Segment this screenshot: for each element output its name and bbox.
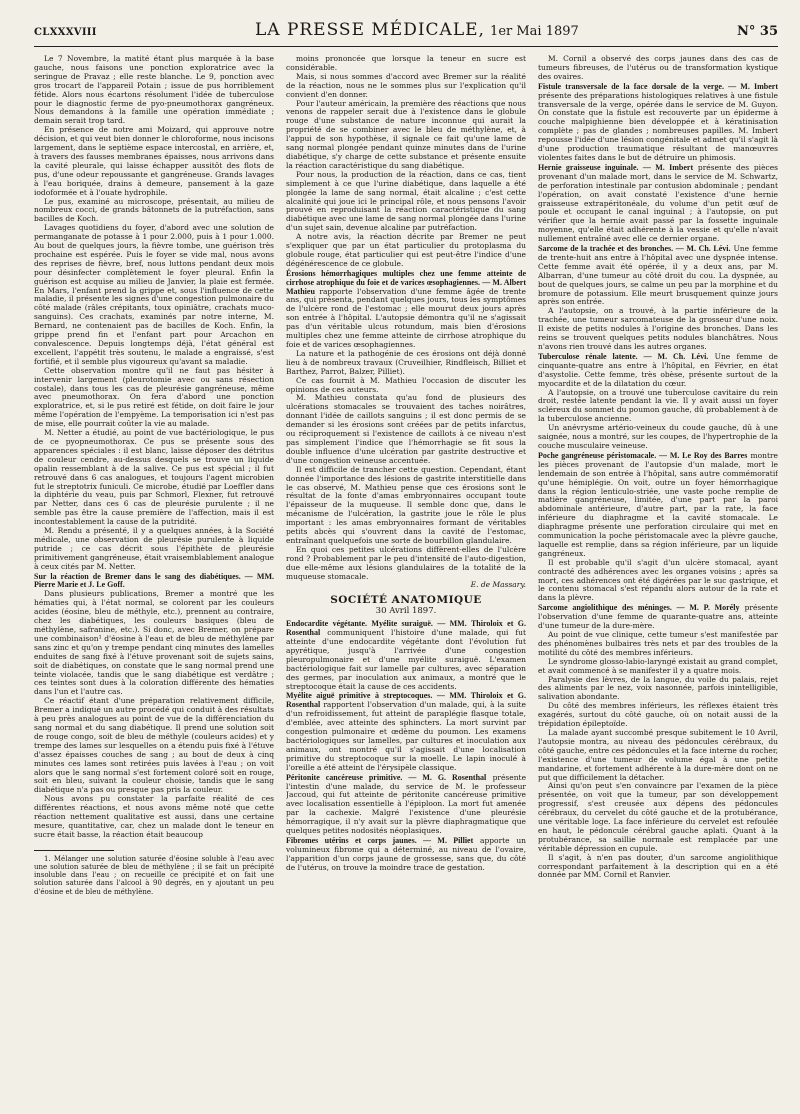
heading-text: Péritonite cancéreuse primitive. — M. G. Rosenthal <box>286 772 487 782</box>
article-columns <box>34 55 778 1114</box>
article-heading <box>286 620 526 691</box>
paragraph: Il s'agit, à n'en pas douter, d'un sarcome angiolithique correspondant parfaitement à la description qui en a été donnée par MM. Cornil et Ranvier. <box>538 852 778 880</box>
issue-date: 1er Mai 1897 <box>490 24 579 39</box>
heading-text: Tuberculose rénale latente. — M. Ch. Lévi. <box>538 351 709 361</box>
paragraph: Ce réactif étant d'une préparation relativement difficile, Bremer a indiqué un autre procédé qui conduit à des résultats à peu près analogues au point de vue de la différenciation du sang normal et du sang diabétique. Il prend une solution soit de rouge congo, soit de bleu de méthyle (couleurs acides) et y trempe des lames sur lesquelles on a étendu puis fixé à l'étuve d'assez épaisses couches de sang ; au bout de deux à cinq minutes ces lames sont retirées puis lavées à l'eau ; on voit alors que le sang normal s'est fortement coloré soit en rouge, soit en bleu, suivant la couleur choisie, tandis que le sang diabétique n'a pas ou presque pas pris la couleur. <box>34 696 274 795</box>
paragraph: Nous avons pu constater la parfaite réalité de ces différentes réactions, et nous avons même noté que cette réaction nettement qualitative est aussi, dans une certaine mesure, quantitative, car, chez un malade dont le teneur en sucre était basse, la réaction était beaucoup <box>34 794 274 839</box>
article-heading <box>286 692 526 772</box>
paragraph: Du côté des membres inférieurs, les réflexes étaient très exagérés, surtout du côté gauche, où on notait aussi de la trépidation épileptoïde. <box>538 701 778 729</box>
column-1 <box>34 55 274 1114</box>
heading-text: Sur la réaction de Bremer dans le sang des diabétiques. — MM. Pierre Marie et J. Le Goff. <box>34 571 274 590</box>
paragraph: Cette observation montre qu'il ne faut pas hésiter à intervenir largement (pleurotomie avec ou sans résection costale), dans tous les cas de pleurésie gangréneuse, même avec pneumothorax. On fera d'abord une ponction exploratrice, et, si le pus retiré est fétide, on doit faire le jour même l'opération de l'empyème. La temporisation ici n'est pas de mise, elle pourrait coûter la vie au malade. <box>34 365 274 429</box>
column-3 <box>538 55 778 1114</box>
heading-text: Hernie graisseuse inguinale. — M. Imbert <box>538 162 694 172</box>
heading-text: Fistule transversale de la face dorsale de la verge. — M. Imbert <box>538 81 778 91</box>
article-heading <box>538 245 778 307</box>
heading-body: apporte un volumineux fibrome qui a déterminé, au niveau de l'ovaire, l'apparition d'un corps jaune de grossesse, sans que, du côté de l'utérus, on trouve la moindre trace de gestation. <box>286 835 526 872</box>
article-heading <box>538 164 778 244</box>
paragraph: Au point de vue clinique, cette tumeur s'est manifestée par des phénomènes bulbaires très nets et par des troubles de la motilité du côté des membres inférieurs. <box>538 630 778 657</box>
section-title: SOCIÉTÉ ANATOMIQUE <box>330 594 482 607</box>
heading-body: présente l'observation d'une femme de quarante-quatre ans, atteinte d'une tumeur de la dure-mère. <box>538 603 778 631</box>
column-2 <box>286 55 526 1114</box>
heading-text: Poche gangréneuse péristomacale. — M. Le Roy des Barres <box>538 450 748 460</box>
paragraph: En présence de notre ami Moizard, qui approuve notre décision, et qui veut bien donner le chloroforme, nous incisons largement, dans le septième espace intercostal, en arrière, et, à travers des fausses membranes épaisses, nous arrivons dans la cavité pleurale, qui laisse échapper aussitôt des flots de pus, d'une odeur repoussante et gangréneuse. Grands lavages à l'eau boriquée, drains à demeure, pansement à la gaze iodoformée et à l'ouate hydrophile. <box>34 125 274 197</box>
paragraph: Il est difficile de trancher cette question. Cependant, étant donnée l'importance des lésions de gastrite interstitielle dans le cas observé, M. Mathieu pense que ces érosions sont le résultat de la fonte d'amas embryonnaires occupant toute l'épaisseur de la muqueuse. Il semble donc que, dans le mécanisme de l'ulcération, la gastrite joue le rôle le plus important : les amas embryonnaires formant de véritables petits abcès qui s'ouvrent dans la cavité de l'estomac, entraînant quelquefois une sorte de bourbillon glandulaire. <box>286 464 526 545</box>
paragraph: A l'autopsie, on a trouvé, à la partie inférieure de la trachée, une tumeur sarcomateuse de la grosseur d'une noix. Il existe de petits nodules à l'origine des bronches. Dans les reins se trouvent quelques petits nodules blanchâtres. Nous n'avons rien trouvé dans les autres organes. <box>538 306 778 351</box>
heading-text: Endocardite végétante. Myélite suraiguë. — MM. Thiroloix et G. Rosenthal <box>286 619 526 638</box>
article-heading <box>538 353 778 389</box>
footnote: 1. Mélanger une solution saturée d'éosine soluble à l'eau avec une solution saturée de bleu de méthylène ; il se fait un précipité insoluble dans l'eau ; on recueille ce précipité et on fait une solution saturée dans l'alcool à 90 degrés, en y ajoutant un peu d'éosine et de bleu de méthylène. <box>34 854 274 896</box>
paragraph: Le syndrome glosso-labio-laryngé existait au grand complet, et avait commencé à se manifester il y a quatre mois. <box>538 656 778 675</box>
heading-text: Myélite aiguë primitive à streptocoques. — MM. Thiroloix et G. Rosenthal <box>286 691 526 710</box>
article-heading <box>538 604 778 631</box>
heading-body: rapporte l'observation d'une femme âgée de trente ans, qui présenta, pendant quelques jours, tous les symptômes de l'ulcère rond de l'estomac ; elle mourut deux jours après son entrée à l'hôpital. L'autopsie démontra qu'il ne s'agissait pas d'un véritable ulcus rotundum, mais bien d'érosions multiples chez une femme atteinte de cirrhose atrophique du foie et de varices œsophagiennes. <box>286 286 526 349</box>
page-folio: CLXXXVIII <box>34 27 97 38</box>
heading-body: montre les pièces provenant de l'autopsie d'un malade, mort le lendemain de son entrée à l'hôpital, sans autre commémoratif qu'une hémiplégie. On voit, outre un foyer hémorrhagique dans la région lenticulo-striée, une vaste poche remplie de matière gangréneuse, limitée, d'une part par la paroi abdominale antérieure, d'autre part, par la rate, la face inférieure du diaphragme et la cavité stomacale. Le diaphragme présente une perforation circulaire qui met en communication la poche péristomacale avec la plèvre gauche, laquelle est remplie, dans sa région inférieure, par un liquide gangréneux. <box>538 450 778 558</box>
paragraph: La malade ayant succombé presque subitement le 10 Avril, l'autopsie montra, au niveau des pédoncules cérébraux, du côté gauche, entre ces pédoncules et la face interne du rocher, l'existence d'une tumeur de volume égal à une petite mandarine, et fortement adhérente à la dure-mère dont on ne put que difficilement la détacher. <box>538 727 778 782</box>
paragraph: En quoi ces petites ulcérations diffèrent-elles de l'ulcère rond ? Probablement par le peu d'intensité de l'auto-digestion, due elle-même aux lésions glandulaires de la totalité de la muqueuse stomacale. <box>286 544 526 581</box>
article-heading <box>286 270 526 350</box>
paragraph: Le 7 Novembre, la matité étant plus marquée à la base gauche, nous faisons une ponction exploratrice avec la seringue de Pravaz ; elle reste blanche. Le 9, ponction avec gros trocart de l'appareil Potain ; issue de pus horriblement fétide. Alors nous écartons résolument l'idée de tuberculose pour le diagnostic ferme de pyo-pneumothorax gangréneux. Nous demandons à la famille une opération immédiate ; demain serait trop tard. <box>34 55 274 126</box>
paragraph: M. Netter a étudié, au point de vue bactériologique, le pus de ce pyopneumothorax. Ce pus se présente sous des apparences spéciales : il est blanc, laisse déposer des détritus de couleur cendre, au-dessus desquels se trouve un liquide opalin ressemblant à de la salive. Ce pus est spécial ; il fut retrouvé dans 6 cas analogues, et toujours l'agent microbien fut le streptotrix funiculi. Ce microbe, étudié par Loeffler dans la diphtérie du veau, puis par Schmorl, Flexner, fut retrouvé par Netter, dans ces 6 cas de pleurésie purulente ; il ne semble pas être la cause première de l'affection, mais il est incontestablement la cause de la putridité. <box>34 428 274 527</box>
heading-text: Érosions hémorrhagiques multiples chez une femme atteinte de cirrhose atrophique du foie et de varices œsophagiennes. — M. Albert Mathieu <box>286 268 526 296</box>
paragraph: Dans plusieurs publications, Bremer a montré que les hématies qui, à l'état normal, se colorent par les couleurs acides (éosine, bleu de méthyle, etc.), prennent au contraire, chez les diabétiques, les couleurs basiques (bleu de méthylène, safranine, etc.). Si donc, avec Bremer, on prépare une combinaison¹ d'éosine à l'eau et de bleu de méthylène par sans zinc et qu'on y trempe pendant cinq minutes des lamelles enduites de sang fixé à l'étuve provenant soit de sujets sains, soit de diabétiques, on constate que le sang normal prend une teinte violacée, tandis que le sang diabétique est verdâtre ; ces teintes sont dues à la coloration différente des hématies dans l'un et l'autre cas. <box>34 589 274 697</box>
article-heading <box>286 774 526 836</box>
section-date: 30 Avril 1897. <box>375 606 437 617</box>
article-heading <box>34 573 274 591</box>
paragraph: Lavages quotidiens du foyer, d'abord avec une solution de permanganate de potasse à 1 pour 2.000, puis à 1 pour 1.000. Au bout de quelques jours, la fièvre tombe, une guérison très prochaine est espérée. Puis le foyer se vide mal, nous avons des reprises de fièvre, bref, nous luttons pendant deux mois pour désinfecter complètement le foyer pleural. Enfin la guérison est acquise au milieu de Janvier, la plaie est fermée. En Mars, l'enfant prend la grippe et, sous l'influence de cette maladie, il présente les signes d'une congestion pulmonaire du côté malade (râles crépitants, toux opiniâtre, crachats muco-sanguins). Ces crachats, examinés par notre interne, M. Bernard, ne contenaient pas de bacilles de Koch. Enfin, la grippe prend fin et l'enfant part pour Arcachon en convalescence. Depuis longtemps déjà, l'état général est excellent, l'appétit très soutenu, le malade a engraissé, s'est fortifié, et il semble plus vigoureux qu'avant sa maladie. <box>34 223 274 366</box>
paragraph: Ce cas fournit à M. Mathieu l'occasion de discuter les opinions de ces auteurs. <box>286 375 526 394</box>
heading-text: Sarcome angiolithique des méninges. — M. P. Morély <box>538 603 740 613</box>
page-header <box>34 20 778 47</box>
paragraph: M. Mathieu constata qu'au fond de plusieurs des ulcérations stomacales se trouvaient des taches noirâtres, donnant l'idée de caillots sanguins ; il est donc permis de se demander si les érosions sont créées par de petits infarctus, ou réciproquement si l'existence de caillots à ce niveau n'est pas simplement l'indice que l'hémorrhagie se fit sous la double influence d'une ulcération par gastrite destructive et d'une congestion veineuse accentuée. <box>286 393 526 465</box>
heading-body: rapportent l'observation d'un malade, qui, à la suite d'un refroidissement, fut atteint de paraplégie flasque totale, d'emblée, avec atteinte des sphincters. La mort survint par congestion pulmonaire et œdème du poumon. Les examens bactériologiques sur lamelles, par cultures et inoculation aux animaux, ont montré qu'il s'agissait d'une localisation primitive du streptocoque sur la moelle. Le lapin inoculé à l'oreille a été atteint de l'érysipèle classique. <box>286 700 526 772</box>
article-heading <box>538 83 778 163</box>
paragraph: Ainsi qu'on peut s'en convaincre par l'examen de la pièce présentée, on voit que la tumeur, par son développement progressif, s'est creusée aux dépens des pédoncules cérébraux, du cervelet du côté gauche et de la protubérance, une véritable loge. La face inférieure du cervelet est refoulée en haut, le pédoncule cérébral gauche aplati. Quant à la protubérance, sa saillie normale est remplacée par une véritable dépression en cupule. <box>538 781 778 853</box>
paragraph: Le pus, examiné au microscope, présentait, au milieu de nombreux cocci, de grands bâtonnets de la putréfaction, sans bacilles de Koch. <box>34 196 274 224</box>
article-heading <box>286 837 526 873</box>
paragraph: Paralysie des lèvres, de la langue, du voile du palais, rejet des aliments par le nez, voix nasonnée, parfois inintelligible, salivation abondante. <box>538 674 778 702</box>
paragraph: Mais, si nous sommes d'accord avec Bremer sur la réalité de la réaction, nous ne le sommes plus sur l'explication qu'il convient d'en donner. <box>286 71 526 99</box>
author-signature: E. de Massary. <box>470 580 526 590</box>
paragraph: Un anévrysme artério-veineux du coude gauche, dû à une saignée, nous a montré, sur les coupes, de l'hypertrophie de la couche musculaire veineuse. <box>538 423 778 450</box>
paragraph: Il est probable qu'il s'agit d'un ulcère stomacal, ayant contracté des adhérences avec les organes voisins ; après sa mort, ces adhérences ont été digérées par le suc gastrique, et le contenu stomacal s'est répandu alors autour de la rate et dans la plèvre. <box>538 557 778 603</box>
heading-text: Fibromes utérins et corps jaunes. — M. Pilliet <box>286 835 474 845</box>
heading-body: Une femme de cinquante-quatre ans entre à l'hôpital, en Février, en état d'asystolie. Cette femme, très obèse, présente surtout de la myocardite et de la dilatation du cœur. <box>538 351 778 388</box>
heading-body: présente des pièces provenant d'un malade mort, dans le service de M. Schwartz, de perforation intestinale par contusion abdominale ; pendant l'opération, on avait constaté l'existence d'une hernie graisseuse extrapéritonéale, du volume d'un petit œuf de poule et occupant le canal inguinal ; à l'autopsie, on put vérifier que la hernie avait passé par la fossette inguinale moyenne, qu'elle était adhérente à la vessie et qu'elle n'avait nullement entraîné avec elle ce dernier organe. <box>538 162 778 244</box>
heading-body: présente des préparations histologiques relatives à une fistule transversale de la verge, opérée dans le service de M. Guyon. On constate que la fistule est recouverte par un épiderme à couche malpighienne bien développée et à kératinisation complète ; pas de glandes ; nombreuses papilles. M. Imbert repousse l'idée d'une lésion congénitale et admet qu'il s'agit là d'une production traumatique résultant de manœuvres violentes faites dans le but de détruire un phimosis. <box>538 90 778 162</box>
heading-text: Sarcome de la trachée et des bronches. — M. Ch. Lévi. <box>538 244 731 254</box>
paragraph: La nature et la pathogénie de ces érosions ont déjà donné lieu à de nombreux travaux (Cruveilhier, Rindfleisch, Billiet et Barthez, Parrot, Balzer, Pilliet). <box>286 348 526 376</box>
issue-number: N° 35 <box>737 24 778 39</box>
heading-body: Une femme de trente-huit ans entre à l'hôpital avec une dyspnée intense. Cette femme avait été opérée, il y a deux ans, par M. Albarran, d'une tumeur au côté droit du cou. La dyspnée, au bout de quelques jours, se calme un peu par la morphine et du bromure de potassium. Elle meurt brusquement quinze jours après son entrée. <box>538 244 778 307</box>
masthead <box>255 20 579 40</box>
paragraph: M. Cornil a observé des corps jaunes dans des cas de tumeurs fibreuses, de l'utérus ou de transformation kystique des ovaires. <box>538 55 778 81</box>
footnote-divider <box>34 850 114 851</box>
paragraph: A notre avis, la réaction décrite par Bremer ne peut s'expliquer que par un état particulier du protoplasma du globule rouge, état particulier qui est peut-être l'indice d'une dégénérescence de ce globule. <box>286 232 526 268</box>
journal-title: LA PRESSE MÉDICALE, <box>254 20 485 40</box>
article-heading <box>538 452 778 559</box>
paragraph: A l'autopsie, on a trouvé une tuberculose cavitaire du rein droit, restée latente pendant la vie. Il y avait aussi un foyer scléreux du sommet du poumon gauche, dû probablement à de la tuberculose ancienne. <box>538 387 778 424</box>
heading-body: communiquent l'histoire d'une malade, qui fut atteinte d'une endocardite végétante dont l'évolution fut apyrétique, jusqu'à l'arrivée d'une congestion pleuropulmonaire et d'une myélite suraiguë. L'examen bactériologique fait sur lamelle par cultures, avec séparation des germes, par inoculation aux animaux, a montré que le streptocoque était la cause de ces accidents. <box>286 628 526 691</box>
paragraph: Pour l'auteur américain, la première des réactions que nous venons de rappeler serait due à l'existence dans le globule rouge d'une substance de nature inconnue qui aurait la propriété de se combiner avec le bleu de méthylène, et, à l'appui de son hypothèse, il signale ce fait qu'une lame de sang normal plongée pendant quinze minutes dans de l'urine diabétique, s'y charge de cette substance et présente ensuite la réaction caractéristique du sang diabétique. <box>286 98 526 170</box>
heading-body: présente l'intestin d'une malade, du service de M. le professeur Jaccoud, qui fut atteinte de péritonite cancéreuse primitive avec localisation essentielle à l'épiploon. La mort fut amenée par la cachexie. Malgré l'existence d'une pleurésie hémorragique, il n'y avait sur la plèvre diaphragmatique que quelques petites nodosités néoplasiques. <box>286 772 526 836</box>
paragraph: M. Rendu a présenté, il y a quelques années, à la Société médicale, une observation de pleurésie purulente à liquide putride ; ce cas décrit sous l'épithète de pleurésie primitivement gangréneuse, était vraisemblablement analogue à ceux cités par M. Netter. <box>34 526 274 571</box>
paragraph: Pour nous, la production de la réaction, dans ce cas, tient simplement à ce que l'urine diabétique, dans laquelle a été plongée la lame de sang normal, était alcaline ; c'est cette alcalinité qui joue ici le principal rôle, et nous pensons l'avoir prouvé en reproduisant la réaction caractéristique du sang diabétique avec une lame de sang normal plongée dans l'urine d'un sujet sain, devenue alcaline par putréfaction. <box>286 169 526 233</box>
paragraph: moins prononcée que lorsque la teneur en sucre est considérable. <box>286 55 526 72</box>
